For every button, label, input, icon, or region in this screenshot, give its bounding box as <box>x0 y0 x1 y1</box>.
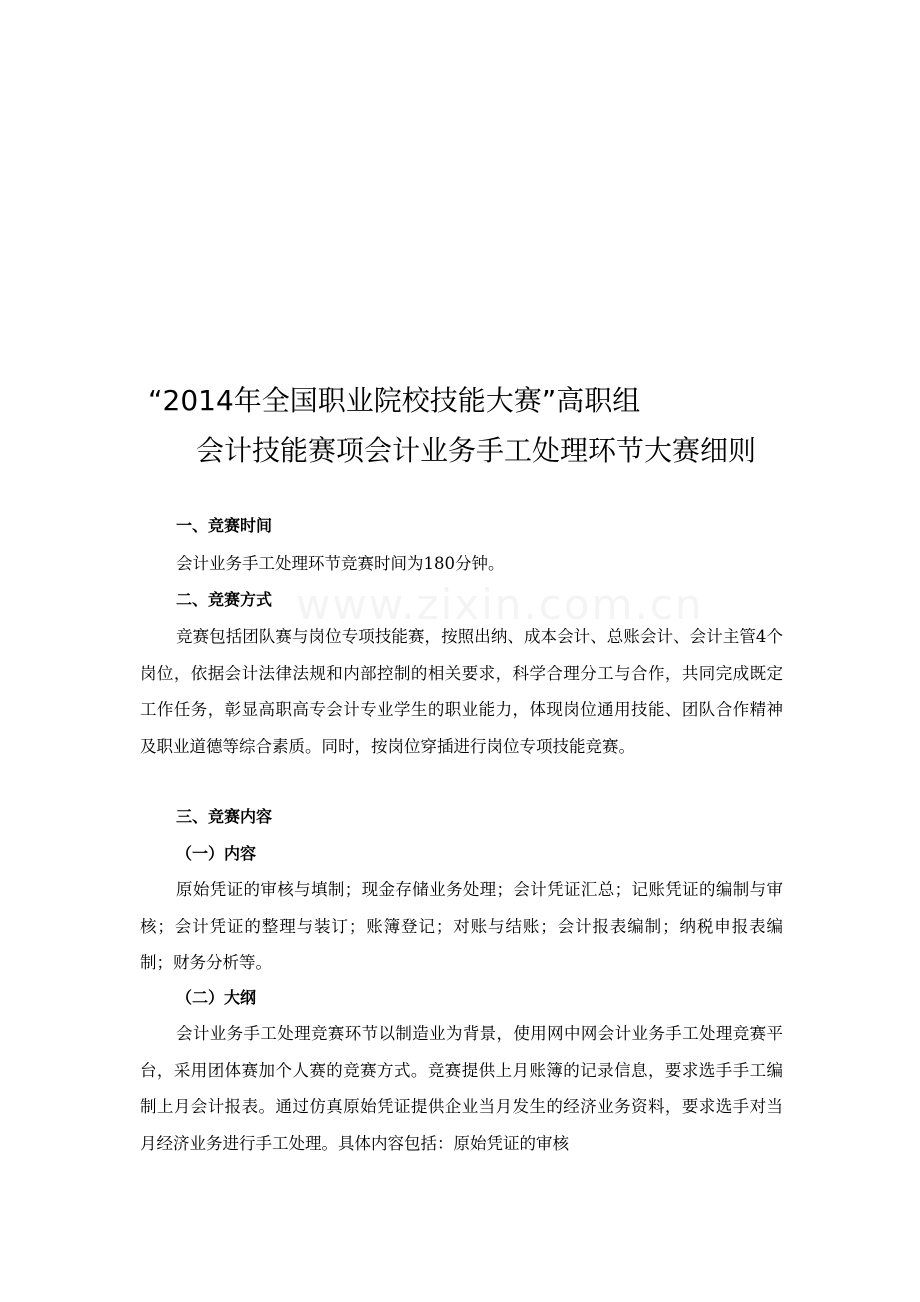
watermark: www.zixin.com.cn <box>296 580 704 629</box>
section-heading-time: 一、竞赛时间 <box>176 516 273 535</box>
section-heading-content: 三、竞赛内容 <box>176 807 273 826</box>
subsection-text-outline: 会计业务手工处理竞赛环节以制造业为背景，使用网中网会计业务手工处理竞赛平台，采用团体赛加个人赛的竞赛方式。竞赛提供上月账簿的记录信息，要求选手手工编制上月会计报表。通过仿真原始凭证提供企业当月发生的经济业务资料，要求选手对当月经济业务进行手工处理。具体内容包括：原始凭证的审核 <box>140 1024 783 1153</box>
section-text-time: 会计业务手工处理环节竞赛时间为180分钟。 <box>176 554 505 573</box>
section-text-method: 竞赛包括团队赛与岗位专项技能赛，按照出纳、成本会计、总账会计、会计主管4个岗位，依据会计法律法规和内部控制的相关要求，科学合理分工与合作，共同完成既定工作任务，彰显高职高专会计专业学生的职业能力，体现岗位通用技能、团队合作精神及职业道德等综合素质。同时，按岗位穿插进行岗位专项技能竞赛。 <box>140 627 783 756</box>
subsection-heading-outline: （二）大纲 <box>176 988 257 1007</box>
subsection-text-content: 原始凭证的审核与填制；现金存储业务处理；会计凭证汇总；记账凭证的编制与审核；会计凭证的整理与装订；账簿登记；对账与结账；会计报表编制；纳税申报表编制；财务分析等。 <box>140 880 783 972</box>
page-title-line-1: “2014年全国职业院校技能大赛”高职组 <box>148 384 641 417</box>
page-title-line-2: 会计技能赛项会计业务手工处理环节大赛细则 <box>196 434 757 467</box>
section-heading-method: 二、竞赛方式 <box>176 590 273 609</box>
subsection-heading-content: （一）内容 <box>176 844 257 863</box>
